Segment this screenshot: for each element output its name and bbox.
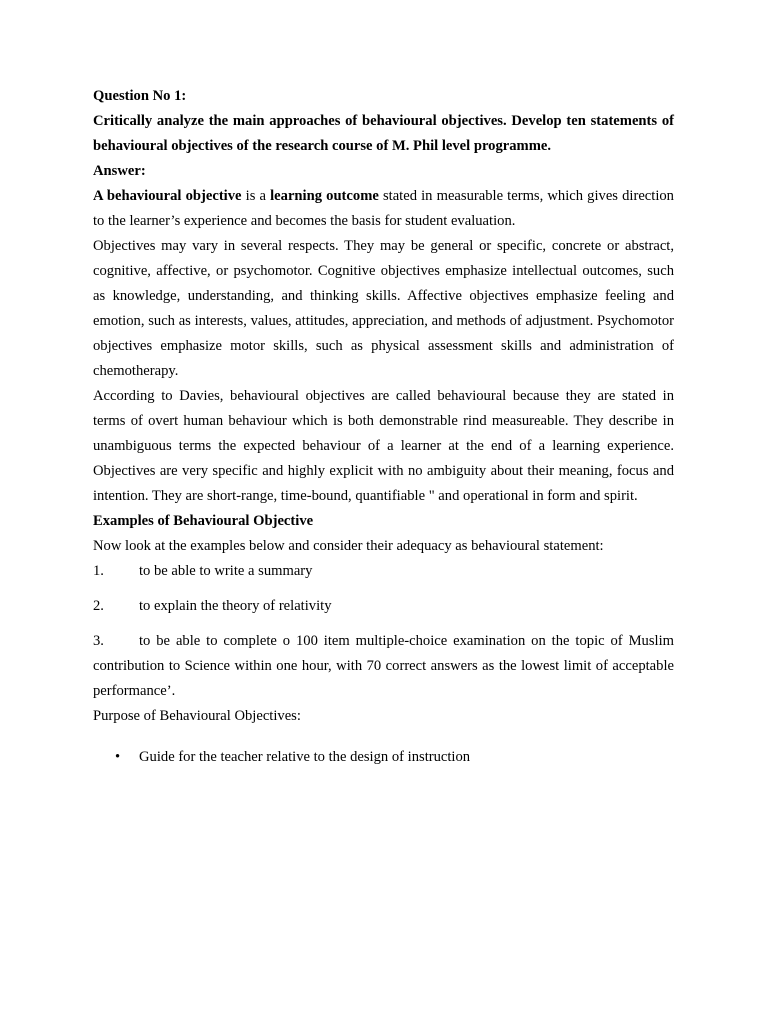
- objectives-paragraph: Objectives may vary in several respects. They may be general or specific, concrete or abstract, cognitive, affective, or psychomotor. Cognitive objectives emphasize intellectual outcomes, such as knowledge, understanding, and thinking skills. Affective objectives emphasize feeling and emotion, such as interests, values, attitudes, appreciation, and methods of adjustment. Psychomotor objectives emphasize motor skills, such as physical assessment skills and administration of chemotherapy.: [93, 238, 674, 379]
- question-label: Question No 1:: [93, 88, 187, 104]
- definition-paragraph: [93, 184, 674, 234]
- definition-rest: stated in measurable terms, which gives direction to the learner’s experience and becomes the basis for student evaluation.: [93, 188, 674, 229]
- list-item-number: 1.: [93, 563, 104, 579]
- list-item-text: to be able to complete o 100 item multiple-choice examination on the topic of Muslim contribution to Science within one hour, with 70 correct answers as the lowest limit of acceptable performance’.: [93, 633, 674, 699]
- bullet-item: [93, 745, 674, 770]
- davies-paragraph: According to Davies, behavioural objectives are called behavioural because they are stated in terms of overt human behaviour which is both demonstrable rind measureable. They describe in unambiguous terms the expected behaviour of a learner at the end of a learning experience. Objectives are very specific and highly explicit with no ambiguity about their meaning, focus and intention. They are short-range, time-bound, quantifiable " and operational in form and spirit.: [93, 388, 674, 504]
- examples-intro: Now look at the examples below and consider their adequacy as behavioural statement:: [93, 538, 604, 554]
- bullet-item-text: Guide for the teacher relative to the design of instruction: [139, 749, 471, 765]
- bullet-icon: •: [115, 749, 121, 765]
- document-page: [93, 84, 674, 770]
- answer-label: Answer:: [93, 163, 146, 179]
- examples-heading: Examples of Behavioural Objective: [93, 513, 314, 529]
- definition-term: A behavioural objective: [93, 188, 242, 204]
- definition-term-2: learning outcome: [270, 188, 379, 204]
- list-item-number: 2.: [93, 598, 104, 614]
- list-item-text: to explain the theory of relativity: [139, 598, 332, 614]
- list-item-number: 3.: [93, 633, 104, 649]
- purpose-heading: Purpose of Behavioural Objectives:: [93, 708, 301, 724]
- list-item-text: to be able to write a summary: [139, 563, 313, 579]
- list-item: [93, 559, 674, 584]
- list-item: [93, 594, 674, 619]
- list-item: [93, 629, 674, 704]
- question-text: Critically analyze the main approaches of behavioural objectives. Develop ten statements of behavioural objectives of the research course of M. Phil level programme.: [93, 113, 674, 154]
- definition-connector: is a: [241, 188, 271, 204]
